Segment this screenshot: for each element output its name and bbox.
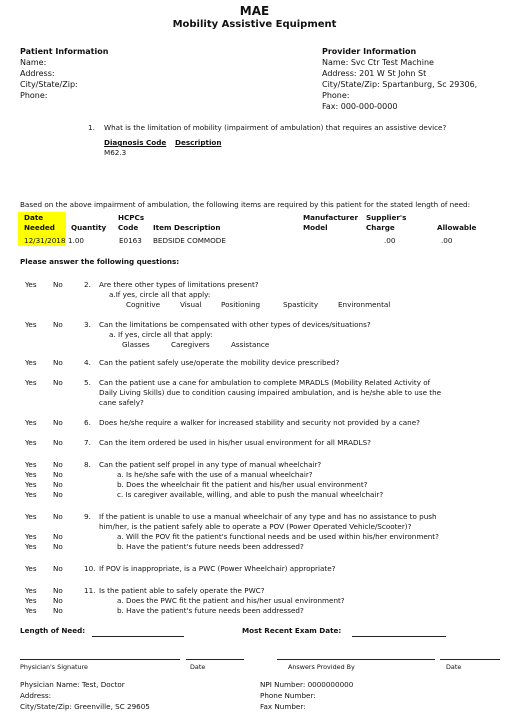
provider-name: Name: Svc Ctr Test Machine (322, 58, 434, 67)
q2-option-cognitive[interactable]: Cognitive (126, 300, 161, 309)
physician-address: Address: (20, 691, 52, 700)
diagnosis-code-header: Diagnosis Code (104, 138, 167, 147)
header-needed: Needed (24, 223, 55, 232)
length-of-need-field[interactable] (92, 636, 184, 637)
exam-date-label: Most Recent Exam Date: (242, 626, 342, 635)
q9b-text: b. Have the patient's future needs been addressed? (117, 542, 304, 551)
q8a-no[interactable]: No (53, 470, 63, 479)
q2-no[interactable]: No (53, 280, 63, 289)
q5-yes[interactable]: Yes (25, 378, 37, 387)
form-subtitle: Mobility Assistive Equipment (172, 19, 337, 30)
q8c-yes[interactable]: Yes (25, 490, 37, 499)
q3-number: 3. (84, 320, 91, 329)
provider-city: City/State/Zip: Spartanburg, Sc 29306, (322, 80, 478, 89)
q8b-yes[interactable]: Yes (25, 480, 37, 489)
q10-number: 10. (84, 564, 96, 573)
q4-number: 4. (84, 358, 91, 367)
phone-number: Phone Number: (260, 691, 316, 700)
patient-phone-label: Phone: (20, 91, 48, 100)
q3-yes[interactable]: Yes (25, 320, 37, 329)
q2-sub: a.If yes, circle all that apply: (109, 290, 211, 299)
q5-text-line2: Daily Living Skills) due to condition causing impaired ambulation, and is he/she able to use the (99, 388, 442, 397)
row-charge: .00 (384, 236, 396, 245)
q11a-no[interactable]: No (53, 596, 63, 605)
q4-no[interactable]: No (53, 358, 63, 367)
q7-number: 7. (84, 438, 91, 447)
q11-yes[interactable]: Yes (25, 586, 37, 595)
q8-yes[interactable]: Yes (25, 460, 37, 469)
q5-number: 5. (84, 378, 91, 387)
provider-heading: Provider Information (322, 47, 417, 56)
provider-phone: Phone: (322, 91, 350, 100)
q9-no[interactable]: No (53, 512, 63, 521)
row-item: BEDSIDE COMMODE (153, 236, 226, 245)
q1-number: 1. (88, 123, 95, 132)
q2-option-positioning[interactable]: Positioning (221, 300, 261, 309)
q9-text-line2: him/her, is the patient safely able to operate a POV (Power Operated Vehicle/Scooter)? (99, 522, 412, 531)
answers-provided-label: Answers Provided By (288, 663, 355, 671)
q9-text-line1: If the patient is unable to use a manual wheelchair of any type and has no assistance to push (99, 512, 437, 521)
answers-provided-line[interactable] (277, 659, 435, 660)
q10-yes[interactable]: Yes (25, 564, 37, 573)
q9b-yes[interactable]: Yes (25, 542, 37, 551)
q11-number: 11. (84, 586, 96, 595)
header-charge: Charge (366, 223, 395, 232)
q2-option-visual[interactable]: Visual (180, 300, 202, 309)
q4-yes[interactable]: Yes (25, 358, 37, 367)
q5-text-line3: cane safely? (99, 398, 144, 407)
q11b-no[interactable]: No (53, 606, 63, 615)
form-title: MAE (239, 4, 270, 18)
q2-yes[interactable]: Yes (25, 280, 37, 289)
physician-city: City/State/Zip: Greenville, SC 29605 (20, 702, 150, 711)
patient-address-label: Address: (20, 69, 55, 78)
npi-number: NPI Number: 0000000000 (260, 680, 354, 689)
patient-name-label: Name: (20, 58, 47, 67)
physician-date-label: Date (190, 663, 206, 671)
header-quantity: Quantity (71, 223, 107, 232)
q11a-text: a. Does the PWC fit the patient and his/her usual environment? (117, 596, 345, 605)
header-code: Code (118, 223, 139, 232)
q10-text: If POV is inappropriate, is a PWC (Power Wheelchair) appropriate? (99, 564, 336, 573)
row-quantity: 1.00 (68, 236, 85, 245)
q3-no[interactable]: No (53, 320, 63, 329)
physician-date-line[interactable] (186, 659, 244, 660)
patient-heading: Patient Information (20, 47, 109, 56)
header-allowable: Allowable (437, 223, 477, 232)
q9b-no[interactable]: No (53, 542, 63, 551)
q7-no[interactable]: No (53, 438, 63, 447)
q2-number: 2. (84, 280, 91, 289)
exam-date-field[interactable] (352, 636, 446, 637)
q5-no[interactable]: No (53, 378, 63, 387)
physician-signature-line[interactable] (20, 659, 180, 660)
row-date: 12/31/2018 (24, 236, 66, 245)
q8a-yes[interactable]: Yes (25, 470, 37, 479)
q3-text: Can the limitations be compensated with other types of devices/situations? (99, 320, 371, 329)
q9-number: 9. (84, 512, 91, 521)
header-manufacturer: Manufacturer (303, 213, 358, 222)
diagnosis-code: M62.3 (104, 148, 127, 157)
q8c-no[interactable]: No (53, 490, 63, 499)
q9a-text: a. Will the POV fit the patient's functional needs and be used within his/her environment? (117, 532, 439, 541)
row-code: E0163 (119, 236, 142, 245)
header-date: Date (24, 213, 44, 222)
header-item-description: Item Description (153, 223, 221, 232)
row-allowable: .00 (441, 236, 453, 245)
header-suppliers: Supplier's (366, 213, 407, 222)
q8-number: 8. (84, 460, 91, 469)
q11-text: Is the patient able to safely operate the PWC? (99, 586, 265, 595)
q6-yes[interactable]: Yes (25, 418, 37, 427)
diagnosis-description-header: Description (175, 138, 222, 147)
q6-text: Does he/she require a walker for increased stability and security not provided by a cane? (99, 418, 420, 427)
q11b-text: b. Have the patient's future needs been addressed? (117, 606, 304, 615)
provider-address: Address: 201 W St John St (322, 69, 427, 78)
q8a-text: a. Is he/she safe with the use of a manual wheelchair? (117, 470, 313, 479)
q5-text-line1: Can the patient use a cane for ambulation to complete MRADLS (Mobility Related Activity of (99, 378, 431, 387)
q11-no[interactable]: No (53, 586, 63, 595)
physician-signature-label: Physician's Signature (20, 663, 88, 671)
q9a-no[interactable]: No (53, 532, 63, 541)
items-intro: Based on the above impairment of ambulation, the following items are required by this patient for the stated length of need: (20, 200, 471, 209)
q3-sub: a. If yes, circle all that apply: (109, 330, 213, 339)
q3-option-glasses[interactable]: Glasses (122, 340, 150, 349)
q8b-text: b. Does the wheelchair fit the patient and his/her usual environment? (117, 480, 368, 489)
physician-name: Physician Name: Test, Doctor (20, 680, 125, 689)
q6-number: 6. (84, 418, 91, 427)
length-of-need-label: Length of Need: (20, 626, 86, 635)
q1-text: What is the limitation of mobility (impairment of ambulation) that requires an assistive device? (104, 123, 447, 132)
q9a-yes[interactable]: Yes (25, 532, 37, 541)
patient-city-label: City/State/Zip: (20, 80, 78, 89)
q8-no[interactable]: No (53, 460, 63, 469)
provider-fax: Fax: 000-000-0000 (322, 102, 398, 111)
q3-option-assistance[interactable]: Assistance (231, 340, 270, 349)
q2-text: Are there other types of limitations present? (99, 280, 259, 289)
answers-date-label: Date (446, 663, 462, 671)
q6-no[interactable]: No (53, 418, 63, 427)
q3-option-caregivers[interactable]: Caregivers (171, 340, 210, 349)
questions-heading: Please answer the following questions: (20, 257, 180, 266)
q7-yes[interactable]: Yes (25, 438, 37, 447)
q2-option-spasticity[interactable]: Spasticity (283, 300, 319, 309)
q11b-yes[interactable]: Yes (25, 606, 37, 615)
q2-option-environmental[interactable]: Environmental (338, 300, 391, 309)
q8c-text: c. Is caregiver available, willing, and able to push the manual wheelchair? (117, 490, 384, 499)
q11a-yes[interactable]: Yes (25, 596, 37, 605)
header-hcpcs: HCPCs (118, 213, 145, 222)
fax-number: Fax Number: (260, 702, 306, 711)
q7-text: Can the item ordered be used in his/her usual environment for all MRADLS? (99, 438, 371, 447)
q8b-no[interactable]: No (53, 480, 63, 489)
q8-text: Can the patient self propel in any type of manual wheelchair? (99, 460, 322, 469)
q9-yes[interactable]: Yes (25, 512, 37, 521)
header-model: Model (303, 223, 328, 232)
q10-no[interactable]: No (53, 564, 63, 573)
answers-date-line[interactable] (440, 659, 500, 660)
q4-text: Can the patient safely use/operate the mobility device prescribed? (99, 358, 340, 367)
